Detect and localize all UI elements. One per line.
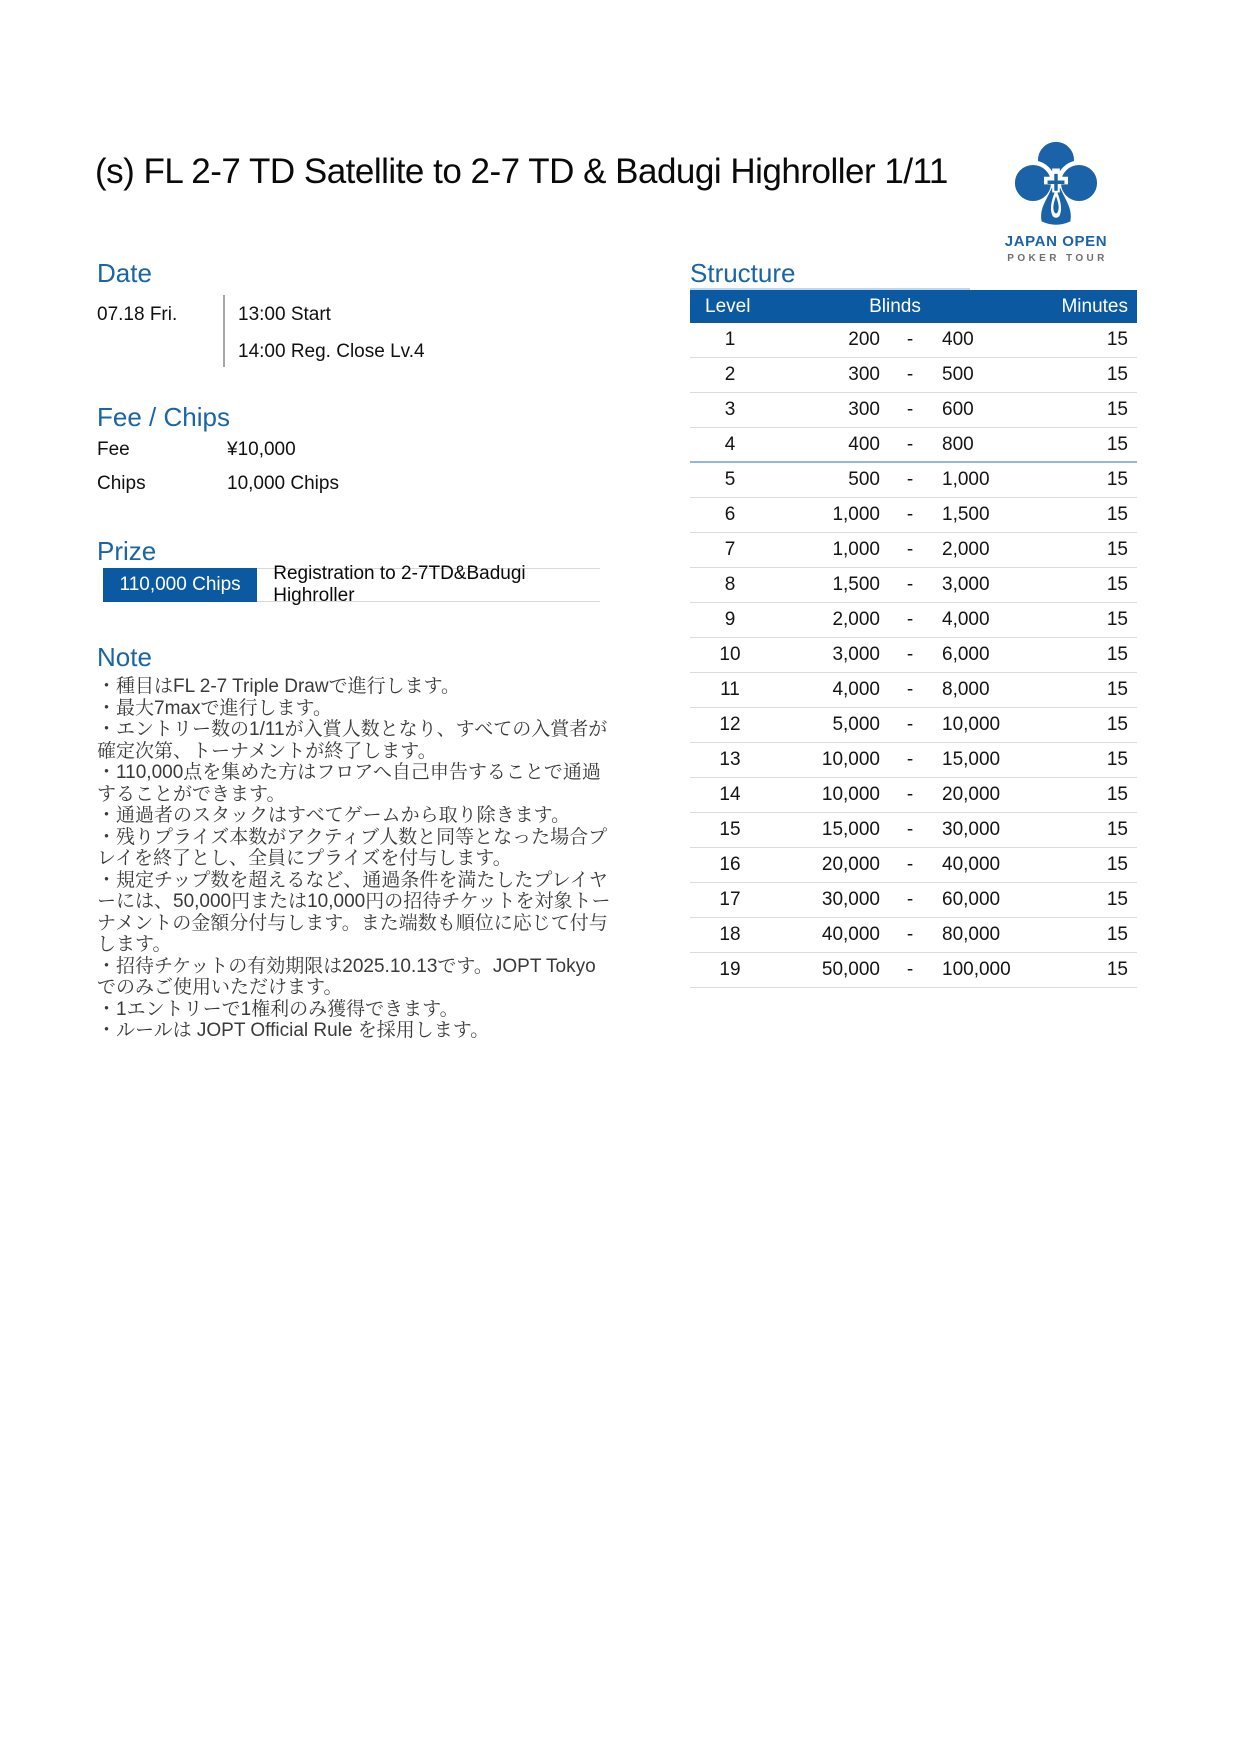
cell-sb: 300	[848, 364, 880, 385]
cell-bb: 80,000	[942, 924, 1001, 945]
cell-level: 16	[719, 854, 741, 875]
cell-bb: 2,000	[942, 539, 990, 560]
cell-sb: 400	[848, 433, 880, 455]
chips-label: Chips	[97, 473, 146, 494]
cell-sb: 10,000	[821, 749, 880, 770]
column-header-blinds: Blinds	[869, 295, 921, 317]
structure-row-level-19	[690, 953, 1137, 988]
note-item: ・最大7maxで進行します。	[97, 697, 332, 719]
cell-level: 8	[724, 574, 736, 595]
cell-sb: 30,000	[821, 889, 880, 910]
prize-amount-badge: 110,000 Chips	[103, 568, 257, 602]
cell-bb: 10,000	[942, 714, 1001, 735]
cell-min: 15	[1106, 644, 1128, 665]
cell-dash: -	[906, 784, 914, 805]
structure-row-level-1	[690, 323, 1137, 358]
cell-min: 15	[1106, 679, 1128, 700]
column-header-minutes: Minutes	[1061, 295, 1128, 317]
fee-value: ¥10,000	[227, 439, 296, 460]
cell-sb: 20,000	[821, 854, 880, 875]
cell-sb: 10,000	[821, 784, 880, 805]
cell-level: 1	[724, 329, 736, 350]
cell-sb: 5,000	[832, 714, 880, 735]
cell-dash: -	[906, 609, 914, 630]
cell-sb: 1,000	[832, 504, 880, 525]
cell-level: 18	[719, 924, 741, 945]
cell-min: 15	[1106, 329, 1128, 350]
cell-min: 15	[1106, 574, 1128, 595]
cell-dash: -	[906, 679, 914, 700]
cell-level: 14	[719, 784, 741, 805]
structure-table-body	[690, 323, 1137, 988]
date-times	[225, 295, 425, 367]
cell-dash: -	[906, 329, 914, 350]
structure-row-level-12	[690, 708, 1137, 743]
date-day: 07.18 Fri.	[97, 304, 178, 325]
cell-level: 9	[724, 609, 736, 630]
note-item: ・110,000点を集めた方はフロアへ自己申告することで通過することができます。	[97, 762, 601, 805]
cell-bb: 3,000	[942, 574, 990, 595]
cell-bb: 100,000	[942, 959, 1011, 980]
note-item: ・残りプライズ本数がアクティブ人数と同等となった場合プレイを終了とし、全員にプライズを付与します。	[97, 826, 608, 869]
cell-bb: 30,000	[942, 819, 1001, 840]
cell-sb: 40,000	[821, 924, 880, 945]
cell-dash: -	[906, 819, 914, 840]
cell-min: 15	[1106, 609, 1128, 630]
structure-row-level-3	[690, 393, 1137, 428]
cell-dash: -	[906, 539, 914, 560]
cell-level: 19	[719, 959, 741, 980]
cell-level: 12	[719, 714, 741, 735]
cell-level: 5	[724, 469, 736, 490]
cell-bb: 20,000	[942, 784, 1001, 805]
note-item: ・1エントリーで1権利のみ獲得できます。	[97, 998, 459, 1020]
cell-dash: -	[906, 959, 914, 980]
fee-row	[97, 438, 613, 462]
logo-text-poker-tour: POKER TOUR	[1007, 253, 1108, 264]
cell-sb: 2,000	[832, 609, 880, 630]
cell-dash: -	[906, 364, 914, 385]
cell-dash: -	[906, 469, 914, 490]
page-title: (s) FL 2-7 TD Satellite to 2-7 TD & Badugi Highroller 1/11	[95, 152, 948, 191]
cell-level: 15	[719, 819, 741, 840]
fee-chips-heading: Fee / Chips	[97, 402, 230, 432]
cell-sb: 3,000	[832, 644, 880, 665]
cell-min: 15	[1106, 364, 1128, 385]
note-item: ・規定チップ数を超えるなど、通過条件を満たしたプレイヤーには、50,000円または10,000円の招待チケットを対象トーナメントの金額分付与します。また端数も順位に応じて付与します。	[97, 869, 611, 955]
structure-row-level-8	[690, 568, 1137, 603]
cell-dash: -	[906, 749, 914, 770]
cell-sb: 1,000	[832, 539, 880, 560]
cell-dash: -	[906, 714, 914, 735]
cell-min: 15	[1106, 504, 1128, 525]
structure-table-header	[690, 290, 1137, 323]
fee-chips-rows	[97, 438, 613, 496]
column-header-level: Level	[705, 295, 751, 317]
cell-sb: 50,000	[821, 959, 880, 980]
prize-row	[103, 563, 600, 606]
logo-text-japan-open: JAPAN OPEN	[1004, 233, 1108, 250]
note-item: ・招待チケットの有効期限は2025.10.13です。JOPT Tokyoでのみご使用いただけます。	[97, 955, 596, 998]
cell-min: 15	[1106, 889, 1128, 910]
note-list	[97, 676, 613, 1042]
cell-min: 15	[1106, 924, 1128, 945]
cell-bb: 40,000	[942, 854, 1001, 875]
date-section	[97, 258, 613, 367]
structure-row-level-18	[690, 918, 1137, 953]
structure-row-level-9	[690, 603, 1137, 638]
cell-bb: 800	[942, 433, 974, 455]
cell-level: 7	[724, 539, 736, 560]
cell-min: 15	[1106, 854, 1128, 875]
structure-row-level-15	[690, 813, 1137, 848]
note-item: ・ルールは JOPT Official Rule を採用します。	[97, 1020, 490, 1041]
cell-min: 15	[1106, 714, 1128, 735]
date-heading: Date	[97, 258, 152, 288]
cell-min: 15	[1106, 539, 1128, 560]
cell-level: 6	[724, 504, 736, 525]
note-section	[97, 642, 613, 1042]
date-row	[97, 295, 613, 367]
date-start-time: 13:00 Start	[238, 304, 331, 325]
cell-bb: 15,000	[942, 749, 1001, 770]
cell-bb: 1,500	[942, 504, 990, 525]
cell-dash: -	[906, 433, 914, 455]
cell-sb: 1,500	[832, 574, 880, 595]
cell-min: 15	[1106, 784, 1128, 805]
cell-bb: 1,000	[942, 469, 990, 490]
prize-description: Registration to 2-7TD&Badugi Highroller	[273, 563, 526, 606]
cell-dash: -	[906, 889, 914, 910]
cell-min: 15	[1106, 959, 1128, 980]
structure-heading: Structure	[690, 258, 796, 288]
cell-level: 4	[724, 433, 736, 455]
cell-bb: 6,000	[942, 644, 990, 665]
cell-level: 13	[719, 749, 741, 770]
structure-row-level-4	[690, 428, 1137, 463]
cell-dash: -	[906, 504, 914, 525]
cell-min: 15	[1106, 749, 1128, 770]
note-item: ・エントリー数の1/11が入賞人数となり、すべての入賞者が確定次第、トーナメントが終了します。	[97, 719, 608, 762]
note-item: ・種目はFL 2-7 Triple Drawで進行します。	[97, 676, 461, 697]
structure-row-level-7	[690, 533, 1137, 568]
structure-section	[690, 258, 1137, 988]
date-reg-close-time: 14:00 Reg. Close Lv.4	[238, 341, 425, 362]
structure-row-level-14	[690, 778, 1137, 813]
cell-dash: -	[906, 574, 914, 595]
cell-bb: 8,000	[942, 679, 990, 700]
structure-row-level-6	[690, 498, 1137, 533]
cell-bb: 4,000	[942, 609, 990, 630]
cell-bb: 500	[942, 364, 974, 385]
jopt-logo	[1004, 134, 1108, 264]
cell-bb: 400	[942, 329, 974, 350]
structure-row-level-13	[690, 743, 1137, 778]
note-item: ・通過者のスタックはすべてゲームから取り除きます。	[97, 805, 571, 826]
cell-sb: 300	[848, 399, 880, 420]
chips-value: 10,000 Chips	[227, 473, 339, 494]
fee-label: Fee	[97, 439, 130, 460]
cell-bb: 60,000	[942, 889, 1001, 910]
cell-dash: -	[906, 924, 914, 945]
cell-sb: 200	[848, 329, 880, 350]
cell-dash: -	[906, 399, 914, 420]
structure-row-level-16	[690, 848, 1137, 883]
cell-level: 2	[724, 364, 736, 385]
cell-min: 15	[1106, 819, 1128, 840]
structure-row-level-17	[690, 883, 1137, 918]
cell-level: 3	[724, 399, 736, 420]
note-heading: Note	[97, 642, 152, 672]
structure-row-level-2	[690, 358, 1137, 393]
cell-sb: 15,000	[821, 819, 880, 840]
cell-level: 10	[719, 644, 741, 665]
fee-chips-section	[97, 402, 613, 506]
prize-heading: Prize	[97, 536, 157, 566]
cell-min: 15	[1106, 399, 1128, 420]
cell-min: 15	[1106, 433, 1128, 455]
cell-level: 11	[720, 679, 740, 700]
cell-sb: 4,000	[832, 679, 880, 700]
cell-bb: 600	[942, 399, 974, 420]
cell-dash: -	[906, 644, 914, 665]
chips-row	[97, 472, 613, 496]
cell-dash: -	[906, 854, 914, 875]
structure-row-level-10	[690, 638, 1137, 673]
structure-row-level-5	[690, 463, 1137, 498]
cell-sb: 500	[848, 469, 880, 490]
jopt-club-logo-icon	[1008, 134, 1104, 230]
cell-level: 17	[719, 889, 741, 910]
prize-section	[97, 536, 613, 606]
cell-min: 15	[1106, 469, 1128, 490]
structure-row-level-11	[690, 673, 1137, 708]
